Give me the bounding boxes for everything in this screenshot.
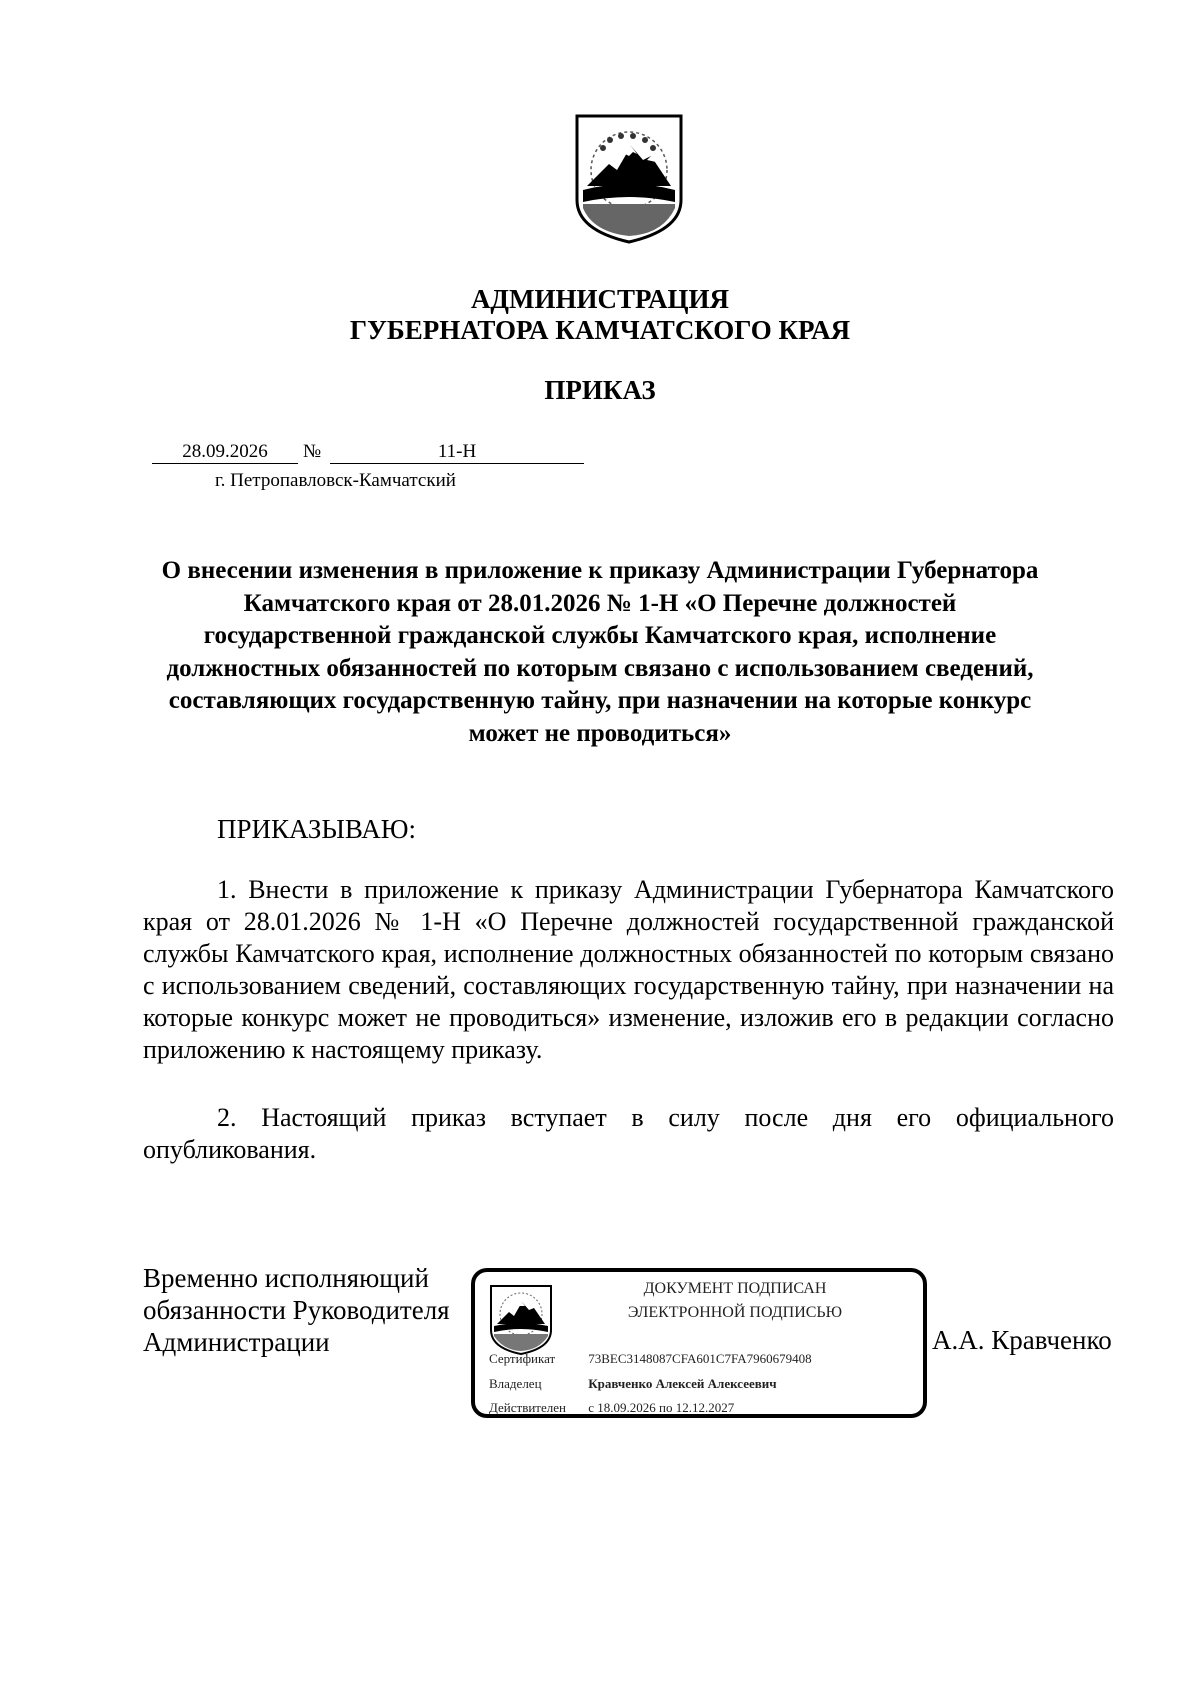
certificate-label: Сертификат [489, 1351, 556, 1366]
owner-label: Владелец [489, 1376, 542, 1391]
validity-label: Действителен [489, 1400, 566, 1415]
document-type: ПРИКАЗ [544, 375, 656, 405]
electronic-signature-stamp [471, 1268, 927, 1418]
stamp-emblem-icon [489, 1284, 553, 1356]
certificate-value: 73BEC3148087CFA601C7FA7960679408 [588, 1351, 812, 1366]
coat-of-arms-icon [573, 112, 685, 245]
order-word: ПРИКАЗЫВАЮ: [217, 814, 416, 844]
signer-position-line: обязанности Руководителя [143, 1295, 450, 1325]
organization-name-line2: ГУБЕРНАТОРА КАМЧАТСКОГО КРАЯ [349, 315, 851, 345]
signer-name: А.А. Кравченко [932, 1325, 1112, 1355]
paragraph-2: 2. Настоящий приказ вступает в силу после дня его официального опубликования. [143, 1103, 1114, 1164]
paragraph-1: 1. Внести в приложение к приказу Администрации Губернатора Камчатского края от 28.01.2026 № 1-Н «О Перечне должностей государственной гражданской службы Камчатского края, исполнение должностных обязанностей по которым связано с использованием сведений, составляющих государственную тайну, при назначении на которые конкурс может не проводиться» изменение, изложив его в редакции согласно приложению к настоящему приказу. [143, 875, 1114, 1064]
registration-line [152, 441, 584, 469]
stamp-title-line2: ЭЛЕКТРОННОЙ ПОДПИСЬЮ [627, 1304, 843, 1321]
document-date: 28.09.2026 [152, 441, 298, 464]
signer-position-line: Администрации [143, 1327, 330, 1357]
document-number: 11-Н [330, 441, 584, 464]
city: г. Петропавловск-Камчатский [215, 470, 456, 491]
stamp-certificate-row [489, 1351, 812, 1367]
owner-value: Кравченко Алексей Алексеевич [588, 1376, 777, 1391]
stamp-validity-row [489, 1400, 734, 1416]
signer-position-line: Временно исполняющий [143, 1263, 429, 1293]
number-sign: № [303, 441, 322, 462]
validity-value: с 18.09.2026 по 12.12.2027 [588, 1400, 735, 1415]
organization-name-line1: АДМИНИСТРАЦИЯ [470, 284, 730, 314]
stamp-owner-row [489, 1376, 777, 1392]
document-subject: О внесении изменения в приложение к приказу Администрации Губернатора Камчатского края от 28.01.2026 № 1-Н «О Перечне должностей государственной гражданской службы Камчатского края, исполнение должностных обязанностей по которым связано с использованием сведений, составляющих государственную тайну, при назначении на которые конкурс может не проводиться» [161, 557, 1039, 747]
signer-position [143, 1262, 450, 1358]
stamp-title-line1: ДОКУМЕНТ ПОДПИСАН [643, 1280, 827, 1297]
